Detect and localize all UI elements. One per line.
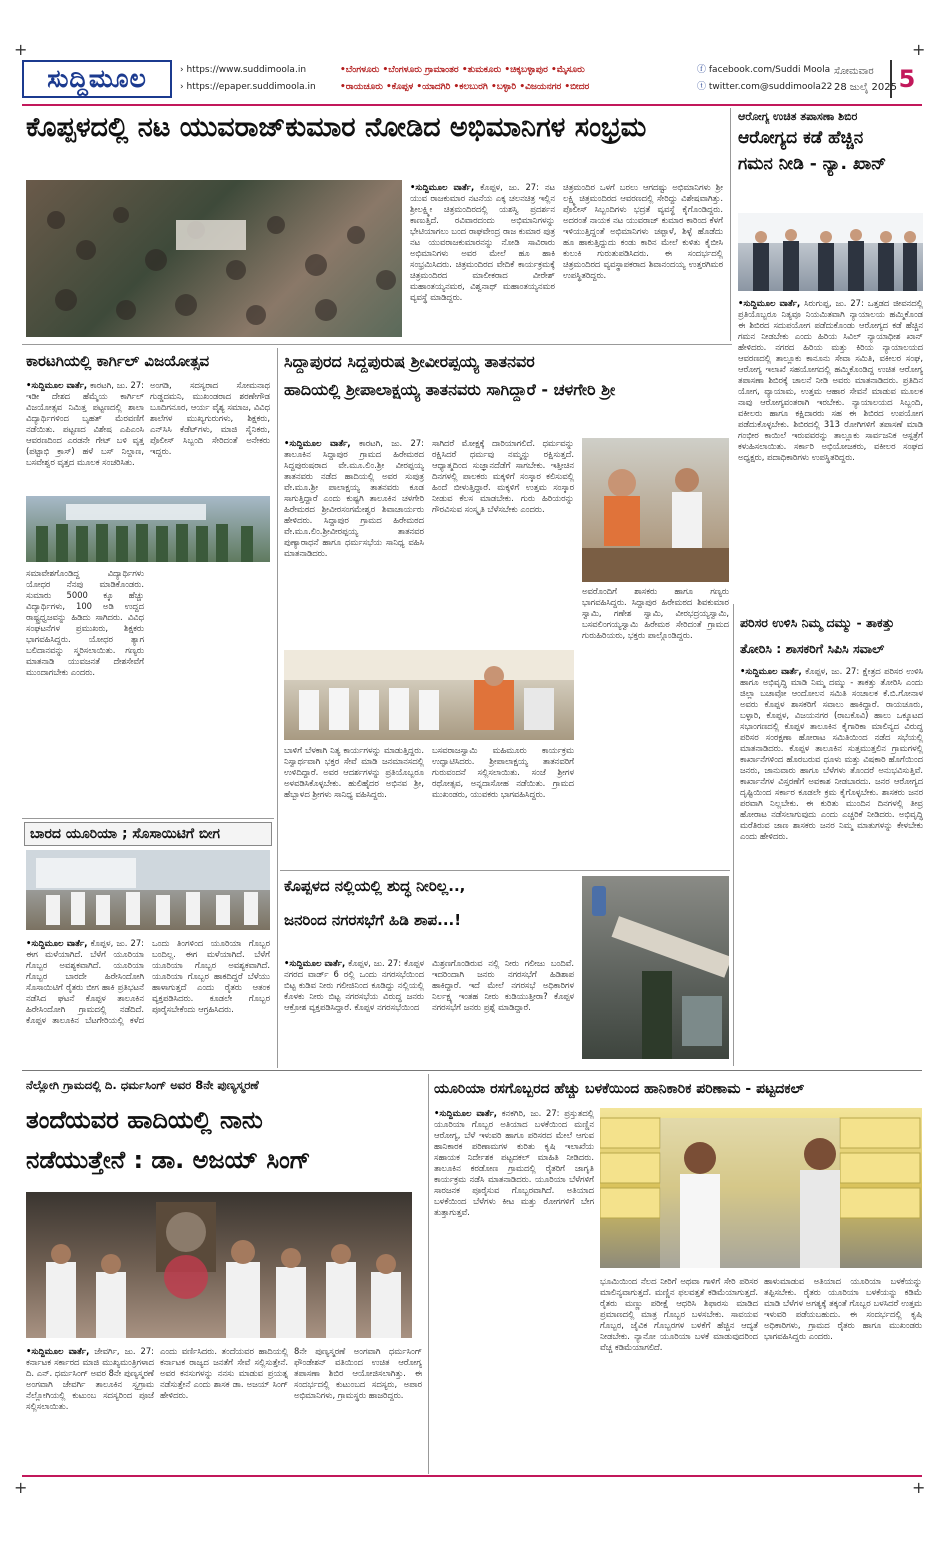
facebook-link[interactable]: ⓕ facebook.com/Suddi Moola: [697, 65, 831, 75]
swamiji-ritual-image: [582, 438, 729, 582]
section-rule: [22, 818, 274, 819]
column-divider: [733, 604, 734, 1066]
article2-photo: [738, 213, 923, 291]
article9-headline: ಯೂರಿಯಾ ರಸಗೊಬ್ಬರದ ಹೆಚ್ಚು ಬಳಕೆಯಿಂದ ಹಾನಿಕಾರಿಕ ಪರಿಣಾಮ - ಪಟ್ಟದಕಲ್: [434, 1081, 805, 1097]
registration-mark: +: [912, 1478, 926, 1497]
farmers-protest-image: [26, 850, 270, 930]
registration-mark: +: [14, 40, 28, 59]
article5-col5: ಬಸವರಾಜಸ್ವಾಮಿ ಮಹಿಮೂರು ಕಾರ್ಯಕ್ರಮ ಉದ್ಘಾಟಿಸಿದರು. ಶ್ರೀಪಾಲಾಕ್ಷಯ್ಯ ತಾತನವರಿಗೆ ಗುರುವಂದನೆ ಸಲ್ಲಿಸಲಾಯಿತು. ಸಂಜೆ ಶ್ರೀಗಳ ರಥೋತ್ಸವ, ಅನ್ನದಾಸೋಹ ನಡೆಯಿತು. ಗ್ರಾಮದ ಮುಖಂಡರು, ಯುವಕರು ಭಾಗವಹಿಸಿದ್ದರು.: [432, 745, 574, 799]
city-editions: [340, 62, 685, 96]
article3-photo: [26, 496, 270, 562]
article2-kicker: ಆರೋಗ್ಯ ಉಚಿತ ತಪಾಸಣಾ ಶಿಬಿರ: [738, 110, 858, 123]
article9-col3: ಹಾಳುಮಾಡುವ ಅತಿಯಾದ ಯೂರಿಯಾ ಬಳಕೆಯನ್ನು ತಪ್ಪಿಸಬೇಕು. ರೈತರು ಯೂರಿಯಾ ಬಳಕೆಯನ್ನು ಕಡಿಮೆ ಮಾಡಿ ಬೆಳೆಗಳ ಅಗತ್ಯಕ್ಕೆ ತಕ್ಕಂತೆ ಗೊಬ್ಬರ ಬಳಸಿದರೆ ಉತ್ತಮ ಇಳುವರಿ ಪಡೆಯಬಹುದು. ಈ ಸಂದರ್ಭದಲ್ಲಿ ಕೃಷಿ ಅಧಿಕಾರಿಗಳು, ಗ್ರಾಮದ ರೈತರು ಹಾಗೂ ಮುಖಂಡರು ಭಾಗವಹಿಸಿದ್ದರು ಎಂದರು.: [764, 1276, 922, 1341]
article4-headline: ಬಾರದ ಯೂರಿಯಾ ; ಸೊಸಾಯಿಟಿಗೆ ಬೀಗ: [30, 826, 220, 842]
cities-line-1: •ಬೆಂಗಳೂರು •ಬೆಂಗಳೂರು ಗ್ರಾಮಾಂತರ •ತುಮಕೂರು •ಚಿಕ್ಕಬಳ್ಳಾಪುರ •ಮೈಸೂರು: [340, 65, 585, 75]
officials-image: [738, 213, 923, 291]
article5-col1: •ಸುದ್ದಿಮೂಲ ವಾರ್ತೆ, ಕಾರಟಗಿ, ಜು. 27: ತಾಲೂಕಿನ ಸಿದ್ದಾಪುರ ಗ್ರಾಮದ ಹಿರೇಮಠದ ಸಿದ್ದಪುರುಷರಾದ ವೇ.ಮೂ.ಲಿಂ.ಶ್ರೀ ವೀರಪ್ಪಯ್ಯ ತಾತನವರು ನಡೆದ ಹಾದಿಯಲ್ಲಿ ಅವರ ಸುಪುತ್ರ ವೇ.ಮೂ.ಶ್ರೀ ಪಾಲಾಕ್ಷಯ್ಯ ತಾತನವರು ಕೂಡ ಸಾಗುತ್ತಿದ್ದಾರೆ ಎಂದು ಕುಷ್ಟಗಿ ತಾಲೂಕಿನ ಚಳಗೇರಿ ಹಿರೇಮಠದ ಶ್ರೀವೀರಸಂಗಮೇಶ್ವರ ಶಿವಾಚಾರ್ಯರು ಹೇಳಿದರು. ಸಿದ್ದಾಪುರ ಗ್ರಾಮದ ಹಿರೇಮಠದ ವೇ.ಮೂ.ಲಿಂ.ಶ್ರೀವೀರಪ್ಪಯ್ಯ ತಾತನವರ ಪುಣ್ಯಾರಾಧನೆ ಹಾಗೂ ಧರ್ಮಸಭೆಯ ಸಾನಿಧ್ಯ ವಹಿಸಿ ಮಾತನಾಡಿದರು.: [284, 438, 424, 558]
article9-photo: [600, 1108, 922, 1268]
section-rule: [22, 344, 732, 345]
registration-mark: +: [912, 40, 926, 59]
article5-headline-2: ಹಾದಿಯಲ್ಲಿ ಶ್ರೀಪಾಲಾಕ್ಷಯ್ಯ ತಾತನವರು ಸಾಗಿದ್ದಾರೆ - ಚಳಗೇರಿ ಶ್ರೀ: [284, 380, 616, 399]
article8-headline-2: ನಡೆಯುತ್ತೇನೆ : ಡಾ. ಅಜಯ್ ಸಿಂಗ್: [26, 1146, 311, 1174]
article5-photo-2: [284, 650, 574, 740]
article1-photo-crowd: [26, 180, 402, 337]
article1-col1: •ಸುದ್ದಿಮೂಲ ವಾರ್ತೆ, ಕೊಪ್ಪಳ, ಜು. 27: ನಟ ಯುವ ರಾಜಕುಮಾರ ನಟನೆಯ ಎಕ್ಕ ಚಲನಚಿತ್ರ ಇಲ್ಲಿನ ಶ್ರೀಲಕ್ಷ್ಮೀ ಚಿತ್ರಮಂದಿರದಲ್ಲಿ ಯಶಸ್ವಿ ಪ್ರದರ್ಶನ ಕಾಣುತ್ತಿದೆ. ರವಿವಾರದಂದು ಅಭಿಮಾನಿಗಳನ್ನು ಭೇಟಿಯಾಗಲು ಬಂದ ರಾಘವೇಂದ್ರ ರಾಜ ಕುಮಾರ ಪುತ್ರ ನಟ ಯುವರಾಜಕುಮಾರನನ್ನು ನೋಡಿ ಸಾವಿರಾರು ಅಭಿಮಾನಿಗಳು ಅವರ ಮೇಲೆ ಹೂ ಹಾಕಿ ಸಂಭ್ರಮಿಸಿದರು. ಚಿತ್ರಮಂದಿರದ ವೇದಿಕೆ ಕಾರ್ಯಕ್ರಮಕ್ಕೆ ಚಿತ್ರಮಂದಿರದ ಮಾಲೀಕರಾದ ವೀರೇಶ್ ಮಹಾಂತಯ್ಯನಮಠ, ವಿಶ್ವನಾಥ್ ಮಹಾಂತಯ್ಯನಮಠ ವ್ಯವಸ್ಥೆ ಮಾಡಿದ್ದರು.: [410, 182, 555, 302]
article7-headline-1: ಪರಿಸರ ಉಳಿಸಿ ನಿಮ್ಮ ದಮ್ಮು - ತಾಕತ್ತು: [740, 615, 895, 630]
article6-col2: ಮಿಶ್ರಣಗೊಂಡಿರುವ ನಲ್ಲಿ ನೀರು ಗಲೀಜು ಬಂದಿವೆ. ಇದರಿಂದಾಗಿ ಜನರು ನಗರಸಭೆಗೆ ಹಿಡಿಶಾಪ ಹಾಕಿದ್ದಾರೆ. ಇದೆ ಮೇಲೆ ನಗರಸಭೆ ಅಧಿಕಾರಿಗಳ ನಿರ್ಲಕ್ಷ್ಯ ಇಂತಹ ನೀರು ಕುಡಿಯುತ್ತೀರಾ? ಕೊಪ್ಪಳ ನಗರಸಭೆಗೆ ಜನರು ಪ್ರಶ್ನೆ ಮಾಡಿದ್ದಾರೆ.: [432, 958, 574, 1012]
article6-headline-2: ಜನರಿಂದ ನಗರಸಭೆಗೆ ಹಿಡಿ ಶಾಪ...!: [284, 911, 462, 929]
dirty-tap-water-image: [582, 876, 729, 1059]
article6-headline-1: ಕೊಪ್ಪಳದ ನಲ್ಲಿಯಲ್ಲಿ ಶುದ್ಧ ನೀರಿಲ್ಲ..,: [284, 877, 466, 895]
article5-headline-1: ಸಿದ್ದಾಪುರದ ಸಿದ್ದಪುರುಷ ಶ್ರೀವೀರಪ್ಪಯ್ಯ ತಾತನವರ: [284, 352, 535, 371]
article5-col4: ಬಾಳಿಗೆ ಬೆಳಕಾಗಿ ನಿತ್ಯ ಕಾರ್ಯಗಳನ್ನು ಮಾಡುತ್ತಿದ್ದರು. ನಿಸ್ವಾರ್ಥವಾಗಿ ಭಕ್ತರ ಸೇವೆ ಮಾಡಿ ಜನಮಾನಸದಲ್ಲಿ ಉಳಿದಿದ್ದಾರೆ. ಅವರ ಆದರ್ಶಗಳನ್ನು ಪ್ರತಿಯೊಬ್ಬರೂ ಅಳವಡಿಸಿಕೊಳ್ಳಬೇಕು. ಹುಲಿಹೈದರ ಅಭಿನವ ಶ್ರೀ, ಹೆಬ್ಬಾಳದ ಶ್ರೀಗಳು ಸಾನಿಧ್ಯ ವಹಿಸಿದ್ದರು.: [284, 745, 424, 799]
article6-photo: [582, 876, 729, 1059]
column-divider: [277, 348, 278, 1068]
article6-col1: •ಸುದ್ದಿಮೂಲ ವಾರ್ತೆ, ಕೊಪ್ಪಳ, ಜು. 27: ಕೊಪ್ಪಳ ನಗರದ ವಾರ್ಡ್ 6 ರಲ್ಲಿ ಒಂದು ನಗರಸಭೆಯಿಂದ ಬಿಟ್ಟ ಕುಡಿವ ನೀರು ಗಲೀಜಿನಿಂದ ಕೂಡಿದ್ದು ನಲ್ಲಿಯಲ್ಲಿ ಕೊಳಕು ನೀರು ಬಿಟ್ಟ ನಗರಸಭೆಯ ವಿರುದ್ಧ ಜನರು ಆಕ್ರೋಶ ವ್ಯಕ್ತಪಡಿಸಿದ್ದಾರೆ. ಕೊಪ್ಪಳ ನಗರಸಭೆಯಿಂದ: [284, 958, 424, 1012]
cities-line-2: •ರಾಯಚೂರು •ಕೊಪ್ಪಳ •ಯಾದಗಿರಿ •ಕಲಬುರಗಿ •ಬಳ್ಳಾರಿ •ವಿಜಯನಗರ •ಬೀದರ: [340, 82, 590, 92]
article4-body: •ಸುದ್ದಿಮೂಲ ವಾರ್ತೆ, ಕೊಪ್ಪಳ, ಜು. 27: ಈಗ ಮಳೆಯಾಗಿದೆ. ಬೆಳೆಗೆ ಯೂರಿಯಾ ಗೊಬ್ಬರ ಅವಶ್ಯಕವಾಗಿದೆ. ಯೂರಿಯಾ ಗೊಬ್ಬರ ಬಾರದೇ ಹಿರೇಸಿಂದೋಗಿ ಸೊಸಾಯಿಟಿಗೆ ರೈತರು ಬೀಗ ಹಾಕಿ ಪ್ರತಿಭಟನೆ ನಡೆಸಿದ ಘಟನೆ ಕೊಪ್ಪಳ ತಾಲೂಕಿನ ಹಿರೇಸಿಂದೋಗಿ ಗ್ರಾಮದಲ್ಲಿ ನಡೆದಿದೆ. ಕೊಪ್ಪಳ ತಾಲೂಕಿನ ಬೆಟಗೇರಿಯಲ್ಲಿ ಕಳೆದ ಒಂದು ತಿಂಗಳಿಂದ ಯೂರಿಯಾ ಗೊಬ್ಬರ ಬಂದಿಲ್ಲ. ಈಗ ಮಳೆಯಾಗಿದೆ. ಬೆಳೆಗೆ ಯೂರಿಯಾ ಗೊಬ್ಬರ ಅವಶ್ಯಕವಾಗಿದೆ. ಯೂರಿಯಾ ಗೊಬ್ಬರ ಹಾಕದಿದ್ದರೆ ಬೆಳೆಯು ಹಾಳಾಗುತ್ತದೆ ಎಂದು ರೈತರು ಆತಂಕ ವ್ಯಕ್ತಪಡಿಸಿದರು. ಕೂಡಲೇ ಗೊಬ್ಬರ ಪೂರೈಸಬೇಕೆಂದು ಆಗ್ರಹಿಸಿದರು.: [26, 938, 270, 1025]
page-number: 5: [890, 60, 922, 98]
parade-image: [26, 496, 270, 562]
fertilizer-bags-image: [600, 1108, 922, 1268]
article3-body2-cont: [150, 568, 270, 696]
section-rule: [22, 1070, 922, 1071]
article9-col2: ಭೂಮಿಯಿಂದ ನೆಲದ ನೀರಿಗೆ ಅಥವಾ ಗಾಳಿಗೆ ಸೇರಿ ಪರಿಸರ ಮಾಲಿನ್ಯವಾಗುತ್ತದೆ. ಮಣ್ಣಿನ ಫಲವತ್ತತೆ ಕಡಿಮೆಯಾಗುತ್ತದೆ. ರೈತರು ಮಣ್ಣು ಪರೀಕ್ಷೆ ಆಧರಿಸಿ ಶಿಫಾರಸು ಮಾಡಿದ ಪ್ರಮಾಣದಲ್ಲಿ ಮಾತ್ರ ಗೊಬ್ಬರ ಬಳಸಬೇಕು. ಸಾವಯವ ಗೊಬ್ಬರ, ಜೈವಿಕ ಗೊಬ್ಬರಗಳ ಬಳಕೆಗೆ ಹೆಚ್ಚಿನ ಆದ್ಯತೆ ನೀಡಬೇಕು. ನ್ಯಾನೋ ಯೂರಿಯಾ ಬಳಕೆ ಮಾಡುವುದರಿಂದ ವೆಚ್ಚ ಕಡಿಮೆಯಾಗಲಿದೆ.: [600, 1276, 758, 1352]
article8-col2: ಎಂದು ವರ್ಣಿಸಿದರು. ತಂದೆಯವರ ಹಾದಿಯಲ್ಲಿ ಕರ್ನಾಟಕ ರಾಜ್ಯದ ಜನತೆಗೆ ಸೇವೆ ಸಲ್ಲಿಸುತ್ತೇನೆ. ಅವರ ಕನಸುಗಳನ್ನು ನನಸು ಮಾಡುವ ಪ್ರಯತ್ನ ನಡೆಸುತ್ತೇನೆ ಎಂದು ಶಾಸಕ ಡಾ. ಅಜಯ್ ಸಿಂಗ್ ಹೇಳಿದರು.: [160, 1346, 288, 1400]
article7-body: •ಸುದ್ದಿಮೂಲ ವಾರ್ತೆ, ಕೊಪ್ಪಳ, ಜು. 27: ಕ್ಷೇತ್ರದ ಪರಿಸರ ಉಳಿಸಿ ಹಾಗೂ ಅಭಿವೃದ್ಧಿ ಮಾಡಿ ನಿಮ್ಮ ದಮ್ಮು - ತಾಕತ್ತು ತೋರಿಸಿ ಎಂದು ಜಿಲ್ಲಾ ಬಚಾವೋ ಆಂದೋಲನ ಸಮಿತಿ ಸಂಚಾಲಕ ಕೆ.ಬಿ.ಗೋನಾಳ ಅವರು ಕೊಪ್ಪಳ ಶಾಸಕರಿಗೆ ಸವಾಲು ಹಾಕಿದ್ದಾರೆ. ರಾಯಚೂರು, ಬಳ್ಳಾರಿ, ಕೊಪ್ಪಳ, ವಿಜಯನಗರ (ರಾಬಕೊವಿ) ಹಾಲು ಒಕ್ಕೂಟದ ಸಭಾಂಗಣದಲ್ಲಿ ಕೊಪ್ಪಳ ತಾಲೂಕಿನ ಕೈಗಾರಿಕಾ ಮಾಲಿನ್ಯದ ವಿರುದ್ಧ ಪರಿಸರ ಸಂರಕ್ಷಣಾ ಹೋರಾಟ ಸಮಿತಿಯಿಂದ ನಡೆದ ಸಭೆಯಲ್ಲಿ ಮಾತನಾಡಿದರು. ಕೊಪ್ಪಳ ತಾಲೂಕಿನ ಸುತ್ತಮುತ್ತಲಿನ ಗ್ರಾಮಗಳಲ್ಲಿ ಕಾರ್ಖಾನೆಗಳಿಂದ ಹೊರಬರುವ ಧೂಳು ಮತ್ತು ವಿಷಕಾರಿ ಹೊಗೆಯಿಂದ ಜನರು, ಜಾನುವಾರು ಹಾಗೂ ಬೆಳೆಗಳು ತೊಂದರೆ ಅನುಭವಿಸುತ್ತಿವೆ. ಕಾರ್ಖಾನೆಗಳ ವಿಸ್ತರಣೆಗೆ ಅವಕಾಶ ನೀಡಬಾರದು. ಜನರ ಆರೋಗ್ಯದ ದೃಷ್ಟಿಯಿಂದ ಸರ್ಕಾರ ಕೂಡಲೇ ಕ್ರಮ ಕೈಗೊಳ್ಳಬೇಕು. ಶಾಸಕರು ಜನರ ಪರವಾಗಿ ನಿಲ್ಲಬೇಕು. ಈ ಕುರಿತು ಮುಂದಿನ ದಿನಗಳಲ್ಲಿ ತೀವ್ರ ಹೋರಾಟ ನಡೆಸಲಾಗುವುದು ಎಂದು ಎಚ್ಚರಿಕೆ ನೀಡಿದರು. ಅಭಿವೃದ್ಧಿ ಮರೆತಿರುವ ಜಾಣ ಶಾಸಕರು ಜನರ ನಿಮ್ಮ ಮಾತುಗಳನ್ನು ಕೇಳಬೇಕು ಎಂದು ಹೇಳಿದರು.: [740, 666, 923, 841]
article8-kicker: ನೆಲ್ಲೋಗಿ ಗ್ರಾಮದಲ್ಲಿ ದಿ. ಧರ್ಮಸಿಂಗ್ ಅವರ 8ನೇ ಪುಣ್ಯಸ್ಮರಣೆ: [26, 1078, 259, 1092]
masthead: [22, 60, 922, 100]
article8-col3: 8ನೇ ಪುಣ್ಯಸ್ಮರಣೆ ಅಂಗವಾಗಿ ಧರ್ಮಸಿಂಗ್ ಫೌಂಡೇಶನ್ ವತಿಯಿಂದ ಉಚಿತ ಆರೋಗ್ಯ ತಪಾಸಣಾ ಶಿಬಿರ ಆಯೋಜಿಸಲಾಗಿತ್ತು. ಈ ಸಂದರ್ಭದಲ್ಲಿ ಕುಟುಂಬದ ಸದಸ್ಯರು, ಅಪಾರ ಅಭಿಮಾನಿಗಳು, ಗ್ರಾಮಸ್ಥರು ಹಾಜರಿದ್ದರು.: [294, 1346, 422, 1400]
article5-photo-1: [582, 438, 729, 582]
weekday: ಸೋಮವಾರ: [834, 66, 874, 77]
footer-rule: [22, 1475, 922, 1477]
article3-headline: ಕಾರಟಗಿಯಲ್ಲಿ ಕಾರ್ಗಿಲ್ ವಿಜಯೋತ್ಸವ: [26, 352, 210, 370]
column-divider: [730, 108, 731, 341]
url-list: [180, 62, 316, 96]
epaper-link[interactable]: › https://epaper.suddimoola.in: [180, 82, 316, 92]
article8-col1: •ಸುದ್ದಿಮೂಲ ವಾರ್ತೆ, ಜೇವರ್ಗಿ, ಜು. 27: ಕರ್ನಾಟಕ ಸರ್ಕಾರದ ಮಾಜಿ ಮುಖ್ಯಮಂತ್ರಿಗಳಾದ ದಿ. ಎನ್. ಧರ್ಮಸಿಂಗ್ ಅವರ 8ನೇ ಪುಣ್ಯಸ್ಮರಣೆ ಅಂಗವಾಗಿ ಜೇವರ್ಗಿ ತಾಲೂಕಿನ ಸ್ವಗ್ರಾಮ ನೆಲ್ಲೋಗಿಯಲ್ಲಿ ಕುಟುಂಬ ಸದಸ್ಯರಿಂದ ಪೂಜೆ ಸಲ್ಲಿಸಲಾಯಿತು.: [26, 1346, 154, 1411]
article3-body1: •ಸುದ್ದಿಮೂಲ ವಾರ್ತೆ, ಕಾರಟಗಿ, ಜು. 27: ಇಡೀ ದೇಶದ ಹೆಮ್ಮೆಯ ಕಾರ್ಗಿಲ್ ವಿಜಯೋತ್ಸವ ನಿಮಿತ್ತ ಪಟ್ಟಣದಲ್ಲಿ ಶಾಲಾ ವಿದ್ಯಾರ್ಥಿಗಳಿಂದ ಬೃಹತ್ ಮೆರವಣಿಗೆ ನಡೆಯಿತು. ಪಟ್ಟಣದ ವಿಶೇಷ ಎಪಿಎಂಸಿ ಆವರಣದಿಂದ ಎರಡನೇ ಗೇಟ್ ಬಳಿ ವೃತ್ತ (ಪಟ್ಟಾಭಿ ಕ್ರಾಸ್) ಹಳೆ ಬಸ್ ನಿಲ್ದಾಣ, ಬಸವೇಶ್ವರ ವೃತ್ತದ ಮೂಲಕ ಸಂಚರಿಸಿತು.: [26, 380, 144, 467]
twitter-link[interactable]: ⓣ twitter.com@suddimoola22: [697, 82, 833, 92]
article3-body2: ಸಮಾವೇಶಗೊಂಡಿದ್ದ ವಿದ್ಯಾರ್ಥಿಗಳು ಯೋಧರ ನೆನಪು ಮಾಡಿಕೊಂಡರು. ಸುಮಾರು 5000 ಕ್ಕೂ ಹೆಚ್ಚು ವಿದ್ಯಾರ್ಥಿಗಳು, 100 ಅಡಿ ಉದ್ದದ ರಾಷ್ಟ್ರಧ್ವಜವನ್ನು ಹಿಡಿದು ಸಾಗಿದರು. ವಿವಿಧ ಸಂಘಟನೆಗಳ ಪ್ರಮುಖರು, ಶಿಕ್ಷಕರು ಭಾಗವಹಿಸಿದ್ದರು. ಯೋಧರ ತ್ಯಾಗ ಬಲಿದಾನವನ್ನು ಸ್ಮರಿಸಲಾಯಿತು. ಗಣ್ಯರು ಮಾತನಾಡಿ ಯುವಜನತೆ ದೇಶಸೇವೆಗೆ ಮುಂದಾಗಬೇಕು ಎಂದರು.: [26, 568, 144, 677]
crowd-image: [26, 180, 402, 337]
date-block: [834, 64, 897, 96]
article3-body3: ಅಂಗಡಿ, ಸದಸ್ಯರಾದ ಸೋಮನಾಥ ಗುಡ್ಡದಮನಿ, ಮುಖಂಡರಾದ ಶರಣೇಗೌಡ ಬೂದಿಗನೂರ, ಆರ್ಯ ವೈಶ್ಯ ಸಮಾಜ, ವಿವಿಧ ಶಾಲೆಗಳ ಮುಖ್ಯಗುರುಗಳು, ಶಿಕ್ಷಕರು, ಎನ್‌ಸಿಸಿ ಕೆಡೆಟ್‌ಗಳು, ಮಾಜಿ ಸೈನಿಕರು, ಪೊಲೀಸ್ ಸಿಬ್ಬಂದಿ ಸೇರಿದಂತೆ ಅನೇಕರು ಇದ್ದರು.: [150, 380, 270, 456]
article2-body: •ಸುದ್ದಿಮೂಲ ವಾರ್ತೆ, ಸಿರುಗುಪ್ಪ, ಜು. 27: ಒತ್ತಡದ ಜೀವನದಲ್ಲಿ ಪ್ರತಿಯೊಬ್ಬರೂ ನಿತ್ಯವೂ ನಿಯಮಿತವಾಗಿ ನ್ಯಾಯಾಲಯ ಹಮ್ಮಿಕೊಂಡ ಈ ಶಿಬಿರದ ಸದುಪಯೋಗ ಪಡೆದುಕೊಂಡು ಆರೋಗ್ಯದ ಕಡೆ ಹೆಚ್ಚಿನ ಗಮನ ನೀಡಬೇಕು ಎಂದು ಹಿರಿಯ ಸಿವಿಲ್ ನ್ಯಾಯಾಧೀಶ ಖಾನ್ ಹೇಳಿದರು. ನಗರದ ಹಿರಿಯ ಮತ್ತು ಕಿರಿಯ ನ್ಯಾಯಾಲಯದ ಆವರಣದಲ್ಲಿ ತಾಲ್ಲೂಕು ಕಾನೂನು ಸೇವಾ ಸಮಿತಿ, ವಕೀಲರ ಸಂಘ, ಆರೋಗ್ಯ ಇಲಾಖೆ ಸಹಯೋಗದಲ್ಲಿ ಹಮ್ಮಿಕೊಂಡಿದ್ದ ಉಚಿತ ಆರೋಗ್ಯ ತಪಾಸಣಾ ಶಿಬಿರಕ್ಕೆ ಚಾಲನೆ ನೀಡಿ ಅವರು ಮಾತನಾಡಿದರು. ಪ್ರತಿದಿನ ಯೋಗ, ವ್ಯಾಯಾಮ, ಉತ್ತಮ ಆಹಾರ ಸೇವನೆ ಮಾಡುವ ಮೂಲಕ ನಾವು ಆರೋಗ್ಯವಂತರಾಗಿ ಇರಬೇಕು. ನ್ಯಾಯಾಲಯದ ಸಿಬ್ಬಂದಿ, ವಕೀಲರು ಹಾಗೂ ಕಕ್ಷಿದಾರರು ಸಹ ಈ ಶಿಬಿರದ ಉಪಯೋಗ ಪಡೆದುಕೊಳ್ಳಬೇಕು. ಶಿಬಿರದಲ್ಲಿ 313 ರೋಗಿಗಳಿಗೆ ತಪಾಸಣೆ ಮಾಡಿ ಗಂಭೀರ ಕಾಯಿಲೆ ಇರುವವರನ್ನು ತಾಲ್ಲೂಕು ಸಾರ್ವಜನಿಕ ಆಸ್ಪತ್ರೆಗೆ ಕಳುಹಿಸಲಾಯಿತು. ಸರ್ಕಾರಿ ಅಭಿಯೋಜಕರು, ವಕೀಲರ ಸಂಘದ ಅಧ್ಯಕ್ಷರು, ಪದಾಧಿಕಾರಿಗಳು ಉಪಸ್ಥಿತರಿದ್ದರು.: [738, 298, 923, 462]
article5-col3: ಅವರೊಂದಿಗೆ ಶಾಸಕರು ಹಾಗೂ ಗಣ್ಯರು ಭಾಗವಹಿಸಿದ್ದರು. ಸಿದ್ದಾಪುರ ಹಿರೇಮಠದ ಶಿವಕುಮಾರ ಸ್ವಾಮಿ, ಗಣೇಶ ಸ್ವಾಮಿ, ವೀರಭದ್ರಯ್ಯಸ್ವಾಮಿ, ಬಸವಲಿಂಗಯ್ಯಸ್ವಾಮಿ ಹಿರೇಮಠ ಸೇರಿದಂತೆ ಗ್ರಾಮದ ಗುರುಹಿರಿಯರು, ಭಕ್ತರು ಪಾಲ್ಗೊಂಡಿದ್ದರು.: [582, 586, 729, 640]
article5-col3-cont: [582, 655, 729, 865]
social-links: [697, 62, 832, 96]
article2-headline-2: ಗಮನ ನೀಡಿ - ನ್ಯಾ. ಖಾನ್: [738, 154, 887, 174]
dharma-sabha-image: [284, 650, 574, 740]
article1-col2: ಚಿತ್ರಮಂದಿರ ಒಳಗೆ ಬರಲು ಆಗದಷ್ಟು ಅಭಿಮಾನಿಗಳು ಶ್ರೀ ಲಕ್ಷ್ಮಿ ಚಿತ್ರಮಂದಿರದ ಆವರಣದಲ್ಲಿ ಸೇರಿದ್ದು ವಿಶೇಷವಾಗಿತ್ತು. ಪೊಲೀಸ್ ಸಿಬ್ಬಂದಿಗಳು ಭದ್ರತೆ ವ್ಯವಸ್ಥೆ ಕೈಗೊಂಡಿದ್ದರು. ಅದರಂತೆ ನಾಯಕ ನಟ ಯುವರಾಜ್ ಕುಮಾರ ಕಾರಿಂದ ಕೆಳಗೆ ಇಳಿಯುತ್ತಿದ್ದಂತೆ ಅಭಿಮಾನಿಗಳು ಚಪ್ಪಾಳೆ, ಶಿಳ್ಳೆ ಹೊಡೆದು ಹೂ ಹಾಕುತ್ತಿದ್ದುದು ಕಂಡು ಕಾರಿನ ಮೇಲೆ ಕುಳಿತು ಕೈಬೀಸಿ ಕುಲುಕಿ ಗುರುತುಪಡಿಸಿದರು. ಈ ಸಂದರ್ಭದಲ್ಲಿ ಚಿತ್ರಮಂದಿರದ ವ್ಯವಸ್ಥಾಪಕರಾದ ಶಿವಾನಂದಯ್ಯ ಉತ್ತರಗಿಮಠ ಉಪಸ್ಥಿತರಿದ್ದರು.: [563, 182, 723, 280]
registration-mark: +: [14, 1478, 28, 1497]
column-divider: [428, 1074, 429, 1474]
website-link[interactable]: › https://www.suddimoola.in: [180, 65, 307, 75]
article2-headline-1: ಆರೋಗ್ಯದ ಕಡೆ ಹೆಚ್ಚಿನ: [738, 128, 864, 148]
facebook-icon: ⓕ: [697, 65, 707, 75]
article4-photo: [26, 850, 270, 930]
masthead-rule: [22, 104, 922, 106]
tribute-ceremony-image: [26, 1192, 412, 1338]
section-rule: [280, 870, 730, 871]
article9-col1: •ಸುದ್ದಿಮೂಲ ವಾರ್ತೆ, ಕನಕಗಿರಿ, ಜು. 27: ಪ್ರಸ್ತುತದಲ್ಲಿ ಯೂರಿಯಾ ಗೊಬ್ಬರ ಅತಿಯಾದ ಬಳಕೆಯಿಂದ ಮಣ್ಣಿನ ಆರೋಗ್ಯ, ಬೆಳೆ ಇಳುವರಿ ಹಾಗೂ ಪರಿಸರದ ಮೇಲೆ ಆಗುವ ಹಾನಿಕಾರಕ ಪರಿಣಾಮಗಳ ಕುರಿತು ಕೃಷಿ ಇಲಾಖೆಯ ಸಹಾಯಕ ನಿರ್ದೇಶಕ ಪಟ್ಟದಕಲ್ ಮಾಹಿತಿ ನೀಡಿದರು. ತಾಲೂಕಿನ ಕರಡೋಣ ಗ್ರಾಮದಲ್ಲಿ ರೈತರಿಗೆ ಜಾಗೃತಿ ಕಾರ್ಯಕ್ರಮ ನಡೆಸಿ ಮಾತನಾಡಿದರು. ಯೂರಿಯಾ ಬೆಳೆಗಳಿಗೆ ಸಾರಜನಕ ಪೂರೈಸುವ ಗೊಬ್ಬರವಾಗಿದೆ. ಅತಿಯಾದ ಬಳಕೆಯಿಂದ ಬೆಳೆಗಳು ಕೀಟ ಮತ್ತು ರೋಗಗಳಿಗೆ ಬೇಗ ತುತ್ತಾಗುತ್ತವೆ.: [434, 1108, 594, 1217]
article1-headline: ಕೊಪ್ಪಳದಲ್ಲಿ ನಟ ಯುವರಾಜ್‌ಕುಮಾರ ನೋಡಿದ ಅಭಿಮಾನಿಗಳ ಸಂಭ್ರಮ: [26, 112, 647, 143]
article5-col2: ಸಾಗಿದರೆ ಮೋಕ್ಷಕ್ಕೆ ದಾರಿಯಾಗಲಿದೆ. ಧರ್ಮವನ್ನು ರಕ್ಷಿಸಿದರೆ ಧರ್ಮವು ನಮ್ಮನ್ನು ರಕ್ಷಿಸುತ್ತದೆ. ಆಧ್ಯಾತ್ಮದಿಂದ ಸುಜ್ಞಾನದೆಡೆಗೆ ಸಾಗಬೇಕು. ಇತ್ತೀಚಿನ ದಿನಗಳಲ್ಲಿ ಪಾಲಕರು ಮಕ್ಕಳಿಗೆ ಸಂಸ್ಕಾರ ಕಲಿಸುವಲ್ಲಿ ಹಿಂದೆ ಬೀಳುತ್ತಿದ್ದಾರೆ. ಮಕ್ಕಳಿಗೆ ಉತ್ತಮ ಸಂಸ್ಕಾರ ನೀಡುವ ಕೆಲಸ ಮಾಡಬೇಕು. ಗುರು ಹಿರಿಯರನ್ನು ಗೌರವಿಸುವ ಸಂಸ್ಕೃತಿ ಬೆಳೆಸಬೇಕು ಎಂದರು.: [432, 438, 574, 514]
issue-date: 28 ಜುಲೈ 2025: [834, 82, 897, 93]
twitter-icon: ⓣ: [697, 82, 707, 92]
article8-headline-1: ತಂದೆಯವರ ಹಾದಿಯಲ್ಲಿ ನಾನು: [26, 1106, 263, 1134]
article8-photo: [26, 1192, 412, 1338]
newspaper-logo: ಸುದ್ದಿಮೂಲ: [22, 60, 172, 98]
article7-headline-2: ತೋರಿಸಿ : ಶಾಸಕರಿಗೆ ಸಿಪಿಸಿ ಸವಾಲ್: [740, 641, 885, 656]
